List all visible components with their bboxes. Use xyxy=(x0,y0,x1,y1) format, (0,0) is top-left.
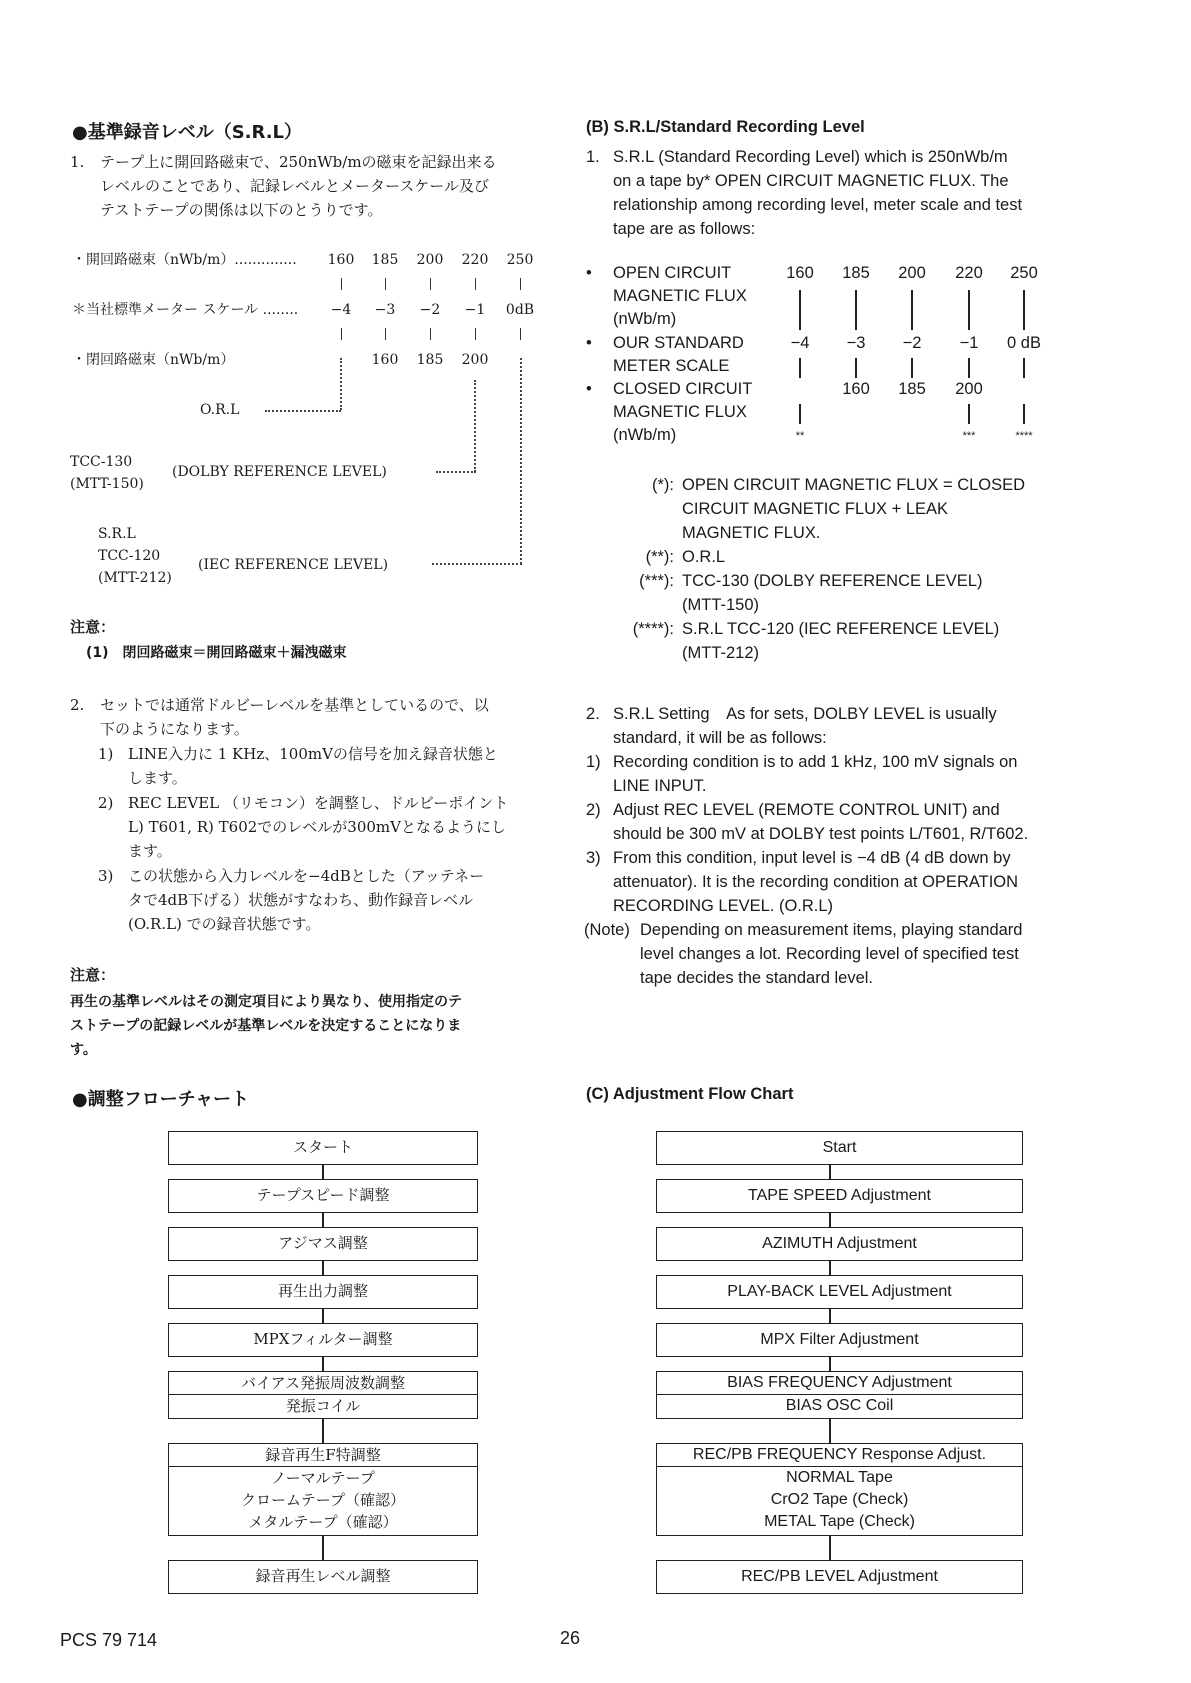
jp-flow-rec-pb-freq: 録音再生F特調整 ノーマルテープ クロームテープ（確認） メタルテープ（確認） xyxy=(168,1443,478,1536)
en-para1-line: on a tape by* OPEN CIRCUIT MAGNETIC FLUX. The xyxy=(613,172,1009,190)
en-flow-connector xyxy=(829,1261,831,1275)
en-bullet: • xyxy=(586,334,592,352)
jp-meter-value: −3 xyxy=(374,302,396,318)
en-srl-heading: (B) S.R.L/Standard Recording Level xyxy=(586,118,865,136)
jp-open-value: 220 xyxy=(461,252,489,268)
jp-flow-heading: ●調整フローチャート xyxy=(72,1089,250,1110)
en-open-value: 160 xyxy=(786,264,814,282)
en-step-number: 3) xyxy=(586,849,601,867)
en-closed-flux-label: (nWb/m) xyxy=(613,426,677,444)
en-para1-number: 1. xyxy=(586,148,600,166)
en-flow-heading: (C) Adjustment Flow Chart xyxy=(586,1085,794,1103)
en-closed-value: 200 xyxy=(955,380,983,398)
jp-orl-leader xyxy=(340,358,342,410)
en-step-line: should be 300 mV at DOLBY test points L/T601, R/T602. xyxy=(613,825,1029,843)
en-footnote-line: (MTT-212) xyxy=(682,644,760,662)
jp-para1-number: 1. xyxy=(70,153,85,171)
en-star-mark: *** xyxy=(962,430,976,442)
jp-para1-line: レベルのことであり、記録レベルとメータースケール及び xyxy=(100,177,489,195)
jp-scale-tick xyxy=(385,328,386,340)
en-scale-line xyxy=(799,404,801,424)
en-para1-line: S.R.L (Standard Recording Level) which is 250nWb/m xyxy=(613,148,1008,166)
en-flow-connector xyxy=(829,1357,831,1371)
en-flow-connector xyxy=(829,1419,831,1443)
jp-step-line: L) T601, R) T602でのレベルが300mVとなるようにし xyxy=(128,818,506,836)
jp-dolby-label: (DOLBY REFERENCE LEVEL) xyxy=(172,464,387,480)
en-step-number: 1) xyxy=(586,753,601,771)
en-scale-line xyxy=(968,404,970,424)
en-scale-line xyxy=(911,290,913,330)
jp-meter-value: 0dB xyxy=(505,302,535,318)
en-meter-value: −1 xyxy=(959,334,979,352)
jp-dolby-leader xyxy=(474,380,476,472)
en-flow-connector xyxy=(829,1165,831,1179)
jp-step-line: REC LEVEL （リモコン）を調整し、ドルビーポイント xyxy=(128,794,509,812)
jp-flow-rec-pb-level: 録音再生レベル調整 xyxy=(168,1560,478,1594)
jp-mtt150-label: (MTT-150) xyxy=(70,476,144,492)
jp-flow-playback: 再生出力調整 xyxy=(168,1275,478,1309)
jp-note2-title: 注意： xyxy=(70,966,116,984)
en-flow-tape-speed: TAPE SPEED Adjustment xyxy=(656,1179,1023,1213)
en-open-value: 200 xyxy=(898,264,926,282)
jp-scale-tick xyxy=(520,278,521,290)
en-scale-line xyxy=(1023,290,1025,330)
en-para1-line: tape are as follows: xyxy=(613,220,756,238)
jp-flow-connector xyxy=(322,1357,324,1371)
jp-scale-tick xyxy=(341,278,342,290)
jp-scale-tick xyxy=(385,278,386,290)
en-footnote-line: CIRCUIT MAGNETIC FLUX + LEAK xyxy=(682,500,949,518)
en-footnote-line: O.R.L xyxy=(682,548,726,566)
jp-open-value: 185 xyxy=(371,252,399,268)
jp-step-number: 2) xyxy=(98,794,114,812)
en-scale-line xyxy=(1023,358,1025,378)
en-note-line: Depending on measurement items, playing standard xyxy=(640,921,1023,939)
en-scale-line xyxy=(911,358,913,378)
en-meter-value: −4 xyxy=(790,334,810,352)
jp-open-value: 200 xyxy=(416,252,444,268)
jp-closed-value: 160 xyxy=(371,352,399,368)
jp-flow-connector xyxy=(322,1165,324,1179)
jp-tcc130-label: TCC-130 xyxy=(70,454,133,470)
jp-scale-tick xyxy=(475,328,476,340)
jp-meter-value: −1 xyxy=(464,302,486,318)
en-meter-scale-label: METER SCALE xyxy=(613,357,730,375)
en-step-number: 2) xyxy=(586,801,601,819)
en-open-value: 250 xyxy=(1010,264,1038,282)
en-scale-line xyxy=(855,358,857,378)
en-footnote-mark: (**): xyxy=(645,548,674,566)
jp-para1-line: テープ上に開回路磁束で、250nWb/mの磁束を記録出来る xyxy=(100,153,497,171)
en-flow-connector xyxy=(829,1213,831,1227)
jp-para2-line: 下のようになります。 xyxy=(100,720,249,738)
jp-open-flux-label: ・開回路磁束（nWb/m）.............. xyxy=(72,252,297,268)
en-para2-number: 2. xyxy=(586,705,600,723)
jp-closed-flux-label: ・閉回路磁束（nWb/m） xyxy=(72,352,235,368)
jp-step-line: ます。 xyxy=(128,842,172,860)
jp-dolby-leader xyxy=(436,471,476,473)
jp-step-line: タで4dB下げる）状態がすなわち、動作録音レベル xyxy=(128,891,474,909)
en-step-line: RECORDING LEVEL. (O.R.L) xyxy=(613,897,834,915)
en-step-line: Adjust REC LEVEL (REMOTE CONTROL UNIT) and xyxy=(613,801,1000,819)
jp-flow-bias: バイアス発振周波数調整 発振コイル xyxy=(168,1371,478,1419)
footer-model-number: PCS 79 714 xyxy=(60,1630,158,1650)
en-star-mark: ** xyxy=(795,430,805,442)
jp-flow-connector xyxy=(322,1419,324,1443)
en-footnote-line: OPEN CIRCUIT MAGNETIC FLUX = CLOSED xyxy=(682,476,1026,494)
jp-note1-item: (1) 閉回路磁束＝開回路磁束＋漏洩磁束 xyxy=(86,645,347,661)
en-star-mark: **** xyxy=(1015,430,1033,442)
jp-iec-leader xyxy=(520,358,522,564)
en-step-line: From this condition, input level is −4 dB (4 dB down by xyxy=(613,849,1011,867)
en-closed-value: 185 xyxy=(898,380,926,398)
en-footnote-mark: (***): xyxy=(639,572,674,590)
en-footnote-line: TCC-130 (DOLBY REFERENCE LEVEL) xyxy=(682,572,983,590)
jp-closed-value: 185 xyxy=(416,352,444,368)
jp-scale-tick xyxy=(430,278,431,290)
en-bullet: • xyxy=(586,264,592,282)
en-flow-mpx: MPX Filter Adjustment xyxy=(656,1323,1023,1357)
en-footnote-mark: (****): xyxy=(632,620,674,638)
jp-flow-azimuth: アジマス調整 xyxy=(168,1227,478,1261)
en-flow-start: Start xyxy=(656,1131,1023,1165)
jp-step-number: 3) xyxy=(98,867,114,885)
jp-para2-number: 2. xyxy=(70,696,85,714)
en-closed-flux-label: CLOSED CIRCUIT xyxy=(613,380,753,398)
jp-tcc120-label: TCC-120 xyxy=(98,548,161,564)
jp-flow-connector xyxy=(322,1309,324,1323)
jp-scale-tick xyxy=(475,278,476,290)
en-open-value: 220 xyxy=(955,264,983,282)
jp-scale-tick xyxy=(430,328,431,340)
jp-orl-label: O.R.L xyxy=(200,402,240,418)
jp-flow-connector xyxy=(322,1536,324,1560)
jp-para1-line: テストテープの関係は以下のとうりです。 xyxy=(100,201,383,219)
en-scale-line xyxy=(799,358,801,378)
en-meter-scale-label: OUR STANDARD xyxy=(613,334,744,352)
en-open-flux-label: OPEN CIRCUIT xyxy=(613,264,732,282)
en-meter-value: −3 xyxy=(846,334,866,352)
en-scale-line xyxy=(799,290,801,330)
jp-step-line: LINE入力に 1 KHz、100mVの信号を加え録音状態と xyxy=(128,745,498,763)
jp-step-line: この状態から入力レベルを−4dBとした（アッテネー xyxy=(128,867,485,885)
jp-step-number: 1) xyxy=(98,745,114,763)
en-open-flux-label: MAGNETIC FLUX xyxy=(613,287,747,305)
jp-scale-tick xyxy=(520,328,521,340)
jp-flow-connector xyxy=(322,1261,324,1275)
en-note-line: tape decides the standard level. xyxy=(640,969,873,987)
en-footnote-line: MAGNETIC FLUX. xyxy=(682,524,821,542)
jp-meter-scale-label: ＊当社標準メーター スケール ........ xyxy=(72,302,299,318)
en-scale-line xyxy=(1023,404,1025,424)
jp-open-value: 160 xyxy=(327,252,355,268)
jp-meter-value: −2 xyxy=(419,302,441,318)
en-para1-line: relationship among recording level, meter scale and test xyxy=(613,196,1023,214)
jp-step-line: します。 xyxy=(128,769,187,787)
jp-flow-tape-speed: テープスピード調整 xyxy=(168,1179,478,1213)
jp-note1-title: 注意： xyxy=(70,618,116,636)
en-note-label: (Note) xyxy=(584,921,630,939)
jp-meter-value: −4 xyxy=(330,302,352,318)
en-flow-rec-pb-freq: REC/PB FREQUENCY Response Adjust. NORMAL Tape CrO2 Tape (Check) METAL Tape (Check) xyxy=(656,1443,1023,1536)
jp-iec-leader xyxy=(432,563,522,565)
en-scale-line xyxy=(968,358,970,378)
en-scale-line xyxy=(855,290,857,330)
en-step-line: LINE INPUT. xyxy=(613,777,707,795)
en-flow-connector xyxy=(829,1309,831,1323)
page-number: 26 xyxy=(560,1628,581,1648)
jp-orl-leader xyxy=(265,410,341,412)
en-closed-value: 160 xyxy=(842,380,870,398)
jp-closed-value: 200 xyxy=(461,352,489,368)
jp-para2-line: セットでは通常ドルビーレベルを基準としているので、以 xyxy=(100,696,489,714)
jp-srl-heading: ●基準録音レベル（S.R.L） xyxy=(72,122,303,143)
jp-flow-start: スタート xyxy=(168,1131,478,1165)
jp-flow-mpx: MPXフィルター調整 xyxy=(168,1323,478,1357)
en-flow-bias: BIAS FREQUENCY Adjustment BIAS OSC Coil xyxy=(656,1371,1023,1419)
en-footnote-line: S.R.L TCC-120 (IEC REFERENCE LEVEL) xyxy=(682,620,1000,638)
jp-open-value: 250 xyxy=(506,252,534,268)
en-bullet: • xyxy=(586,380,592,398)
en-note-line: level changes a lot. Recording level of specified test xyxy=(640,945,1019,963)
en-footnote-mark: (*): xyxy=(652,476,674,494)
en-open-value: 185 xyxy=(842,264,870,282)
en-para2-line: standard, it will be as follows: xyxy=(613,729,827,747)
en-flow-playback: PLAY-BACK LEVEL Adjustment xyxy=(656,1275,1023,1309)
jp-note2-line: 再生の基準レベルはその測定項目により異なり、使用指定のテ xyxy=(70,994,462,1010)
en-meter-value: −2 xyxy=(902,334,922,352)
en-closed-flux-label: MAGNETIC FLUX xyxy=(613,403,747,421)
jp-step-line: (O.R.L) での録音状態です。 xyxy=(128,915,321,933)
en-meter-value: 0 dB xyxy=(1007,334,1041,352)
jp-srl-label: S.R.L xyxy=(98,526,136,542)
en-scale-line xyxy=(968,290,970,330)
en-footnote-line: (MTT-150) xyxy=(682,596,760,614)
jp-mtt212-label: (MTT-212) xyxy=(98,570,172,586)
en-step-line: attenuator). It is the recording condition at OPERATION xyxy=(613,873,1019,891)
en-open-flux-label: (nWb/m) xyxy=(613,310,677,328)
jp-flow-connector xyxy=(322,1213,324,1227)
jp-iec-label: (IEC REFERENCE LEVEL) xyxy=(198,557,389,573)
jp-scale-tick xyxy=(341,328,342,340)
jp-note2-line: す。 xyxy=(70,1042,97,1058)
en-para2-line: S.R.L Setting As for sets, DOLBY LEVEL is usually xyxy=(613,705,997,723)
en-step-line: Recording condition is to add 1 kHz, 100 mV signals on xyxy=(613,753,1018,771)
en-flow-azimuth: AZIMUTH Adjustment xyxy=(656,1227,1023,1261)
en-flow-connector xyxy=(829,1536,831,1560)
jp-note2-line: ストテープの記録レベルが基準レベルを決定することになりま xyxy=(70,1018,462,1034)
en-flow-rec-pb-level: REC/PB LEVEL Adjustment xyxy=(656,1560,1023,1594)
